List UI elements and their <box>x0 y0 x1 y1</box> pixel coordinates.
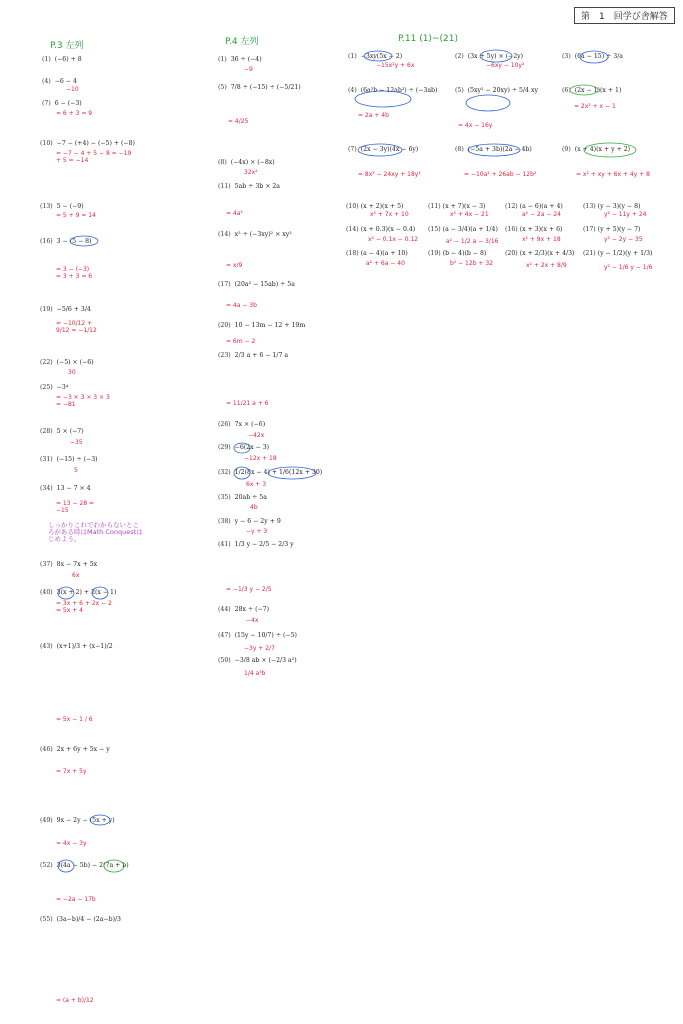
answer-1-13: = 5 + 9 = 14 <box>56 212 96 219</box>
problem-3-12: (12) (a − 6)(a + 4) <box>505 203 563 210</box>
problem-1-49: (49) 9x − 2y − (5x + y) <box>40 817 115 824</box>
problem-3-4: (4) (6a²b − 12ab²) ÷ (−3ab) <box>348 87 438 94</box>
problem-1-28: (28) 5 × (−7) <box>40 428 84 435</box>
answer-3-12: a² − 2a − 24 <box>522 211 561 218</box>
problem-1-31: (31) (−15) ÷ (−3) <box>40 456 98 463</box>
problem-3-2: (2) (3x + 5y) × (−2y) <box>455 53 524 60</box>
problem-1-7: (7) 6 − (−3) <box>42 100 82 107</box>
problem-1-13: (13) 5 − (−9) <box>40 203 84 210</box>
handwritten-note: しっかりこれでわからないところがある時はMath Conquestはじめよう。 <box>48 521 143 543</box>
problem-2-41: (41) 1/3 y − 2/5 − 2/3 y <box>218 541 294 548</box>
answer-1-10: = −7 − 4 + 5 − 8 = −19 + 5 = −14 <box>56 150 132 164</box>
answer-1-34: = 13 − 28 = −15 <box>56 500 94 514</box>
problem-1-22: (22) (−5) × (−6) <box>40 359 94 366</box>
answer-2-20: = 6m − 2 <box>226 338 256 345</box>
answer-2-41: = −1/3 y − 2/5 <box>226 586 272 593</box>
problem-3-5: (5) (5xy² − 20xy) ÷ 5/4 xy <box>455 87 538 94</box>
answer-1-4: −10 <box>66 86 79 93</box>
answer-1-16: = 3 − (−3) = 3 + 3 = 6 <box>56 266 93 280</box>
problem-3-21: (21) (y − 1/2)(y + 1/3) <box>583 250 653 257</box>
problem-1-43: (43) (x+1)/3 + (x−1)/2 <box>40 643 113 650</box>
answer-2-32: 6x + 3 <box>246 481 267 488</box>
answer-1-52: = −2a − 17b <box>56 896 96 903</box>
answer-1-28: −35 <box>70 439 83 446</box>
answer-3-4: = 2a + 4b <box>358 112 389 119</box>
problem-3-19: (19) (b − 4)(b − 8) <box>428 250 487 257</box>
problem-3-6: (6) (2x − 1)(x + 1) <box>562 87 622 94</box>
answer-1-19: = −10/12 + 9/12 = −1/12 <box>56 320 97 334</box>
answer-1-40: = 3x + 6 + 2x − 2 = 5x + 4 <box>56 600 112 614</box>
problem-2-32: (32) 1/2(8x − 4) + 1/6(12x + 30) <box>218 469 323 476</box>
page-title: 第 1 回学び舎解答 <box>574 7 675 24</box>
problem-2-20: (20) 10 − 13m − 12 + 19m <box>218 322 306 329</box>
problem-2-38: (38) y − 6 − 2y + 9 <box>218 518 281 525</box>
answer-2-50: 1/4 a³b <box>244 670 266 677</box>
answer-2-35: 4b <box>250 504 258 511</box>
answer-2-47: −3y + 2/7 <box>244 645 275 652</box>
answer-3-16: x² + 9x + 18 <box>522 236 561 243</box>
answer-2-17: = 4a − 3b <box>226 302 257 309</box>
answer-3-5: = 4x − 16y <box>458 122 493 129</box>
problem-3-8: (8) (−5a + 3b)(2a − 4b) <box>455 146 532 153</box>
answer-3-13: y² − 11y + 24 <box>604 211 647 218</box>
answer-3-19: b² − 12b + 32 <box>450 260 493 267</box>
answer-2-5: = 4/25 <box>228 118 249 125</box>
problem-3-1: (1) −3xy(5x − 2) <box>348 53 403 60</box>
problem-3-16: (16) (x + 3)(x + 6) <box>505 226 563 233</box>
problem-2-23: (23) 2/3 a + 6 − 1/7 a <box>218 352 289 359</box>
answer-3-15: a² − 1/2 a − 3/16 <box>446 238 499 245</box>
answer-1-37: 6x <box>72 572 80 579</box>
answer-3-8: = −10a² + 26ab − 12b² <box>464 171 537 178</box>
problem-3-9: (9) (x + 4)(x + y + 2) <box>562 146 631 153</box>
answer-1-25: = −3 × 3 × 3 × 3 = −81 <box>56 394 110 408</box>
answer-3-20: x² + 2x + 8/9 <box>526 262 567 269</box>
answer-2-1: −9 <box>244 66 253 73</box>
problem-2-14: (14) x² ÷ (−3xy)² × xy² <box>218 231 292 238</box>
problem-2-26: (26) 7x × (−6) <box>218 421 266 428</box>
problem-3-11: (11) (x + 7)(x − 3) <box>428 203 486 210</box>
problem-2-29: (29) −6(2x − 3) <box>218 444 270 451</box>
answer-1-49: = 4x − 3y <box>56 840 87 847</box>
answer-2-44: −4x <box>246 617 259 624</box>
problem-3-15: (15) (a − 3/4)(a + 1/4) <box>428 226 498 233</box>
answer-1-22: 30 <box>68 369 76 376</box>
problem-3-3: (3) (6a − 15) ÷ 3/a <box>562 53 623 60</box>
problem-2-11: (11) 5ab ÷ 3b × 2a <box>218 183 280 190</box>
problem-1-37: (37) 8x − 7x + 5x <box>40 561 98 568</box>
answer-3-21: y² − 1/6 y − 1/6 <box>604 264 653 271</box>
problem-1-52: (52) 3(4a − 5b) − 2(7a + b) <box>40 862 129 869</box>
problem-2-44: (44) 28x ÷ (−7) <box>218 606 270 613</box>
answer-3-11: x² + 4x − 21 <box>450 211 489 218</box>
answer-3-6: = 2x² + x − 1 <box>574 103 616 110</box>
problem-3-14: (14) (x + 0.3)(x − 0.4) <box>346 226 416 233</box>
answer-1-43: = 5x − 1 / 6 <box>56 716 93 723</box>
answer-2-23: = 11/21 a + 6 <box>226 400 269 407</box>
answer-2-11: = 4a² <box>226 210 243 217</box>
problem-1-25: (25) −3⁴ <box>40 384 69 391</box>
problem-2-1: (1) 36 ÷ (−4) <box>218 56 262 63</box>
problem-3-13: (13) (y − 3)(y − 8) <box>583 203 641 210</box>
answer-3-7: = 8x² − 24xy + 18y² <box>358 171 421 178</box>
problem-1-4: (4) −6 − 4 <box>42 78 77 85</box>
problem-2-5: (5) 7/8 ÷ (−15) ÷ (−5/21) <box>218 84 301 91</box>
answer-3-17: y² − 2y − 35 <box>604 236 643 243</box>
answer-2-14: = x/9 <box>226 262 243 269</box>
answer-3-18: a² + 6a − 40 <box>366 260 405 267</box>
answer-3-2: −6xy − 10y² <box>486 62 525 69</box>
answer-2-8: 32x² <box>244 169 258 176</box>
problem-2-17: (17) (20a² − 15ab) ÷ 5a <box>218 281 295 288</box>
problem-1-34: (34) 13 − 7 × 4 <box>40 485 91 492</box>
section-heading-p11: P.11 (1)~(21) <box>398 34 458 44</box>
problem-1-16: (16) 3 − (5 − 8) <box>40 238 92 245</box>
problem-2-8: (8) (−4x) × (−8x) <box>218 159 275 166</box>
answer-3-10: x² + 7x + 10 <box>370 211 409 218</box>
answer-2-29: −12x + 18 <box>244 455 277 462</box>
answer-3-1: −15x²y + 6x <box>376 62 415 69</box>
problem-2-50: (50) −3/8 ab × (−2/3 a²) <box>218 657 297 664</box>
problem-3-7: (7) (2x − 3y)(4x − 6y) <box>348 146 419 153</box>
problem-3-18: (18) (a − 4)(a + 10) <box>346 250 408 257</box>
problem-1-55: (55) (3a−b)/4 − (2a−b)/3 <box>40 916 121 923</box>
section-heading-p4: P.4 左列 <box>225 37 259 47</box>
answer-2-26: −42x <box>248 432 265 439</box>
answer-1-7: = 6 + 3 = 9 <box>56 110 93 117</box>
problem-1-10: (10) −7 − (+4) − (−5) + (−8) <box>40 140 135 147</box>
circle-mark <box>466 95 510 111</box>
problem-1-40: (40) 3(x + 2) + 2(x − 1) <box>40 589 117 596</box>
section-heading-p3: P.3 左列 <box>50 41 84 51</box>
problem-1-19: (19) −5/6 + 3/4 <box>40 306 91 313</box>
problem-2-35: (35) 20ab ÷ 5a <box>218 494 267 501</box>
answer-3-9: = x² + xy + 6x + 4y + 8 <box>576 171 650 178</box>
answer-1-31: 5 <box>74 467 78 474</box>
answer-2-38: −y + 3 <box>246 528 268 535</box>
answer-1-55: = (a + b)/12 <box>56 997 94 1004</box>
answer-3-14: x² − 0.1x − 0.12 <box>368 236 419 243</box>
problem-3-17: (17) (y + 5)(y − 7) <box>583 226 641 233</box>
problem-1-46: (46) 2x + 6y + 5x − y <box>40 746 110 753</box>
problem-3-10: (10) (x + 2)(x + 5) <box>346 203 404 210</box>
problem-3-20: (20) (x + 2/3)(x + 4/3) <box>505 250 575 257</box>
problem-2-47: (47) (15y − 10/7) ÷ (−5) <box>218 632 297 639</box>
answer-1-46: = 7x + 5y <box>56 768 87 775</box>
problem-1-1: (1) (−6) + 8 <box>42 56 82 63</box>
